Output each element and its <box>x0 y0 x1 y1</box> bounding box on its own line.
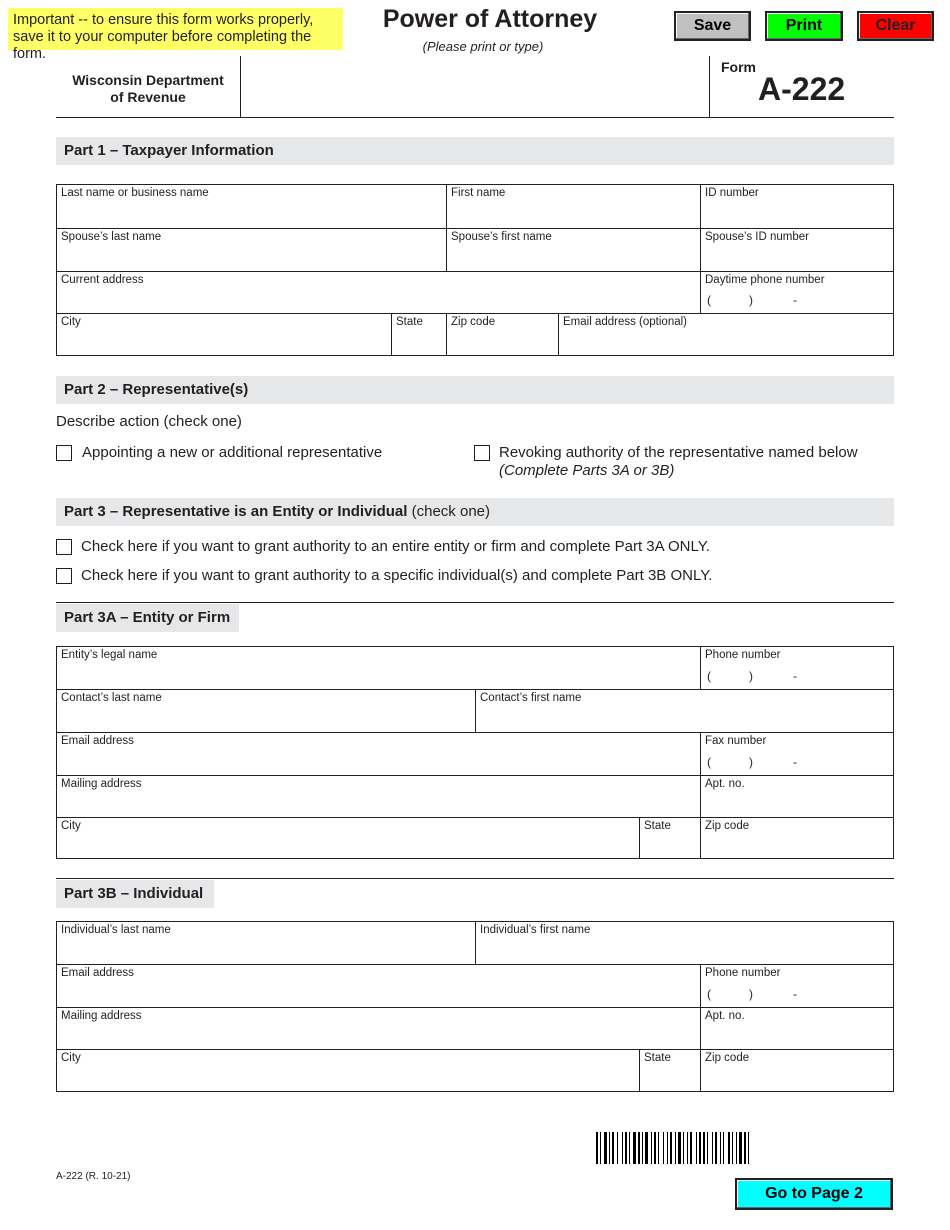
header-divider-left <box>240 56 241 118</box>
individual-email-label: Email address <box>61 967 134 979</box>
entity-apt-field[interactable] <box>701 776 894 818</box>
individual-city-field[interactable] <box>57 1050 640 1092</box>
phone-close-paren: ) <box>749 755 753 769</box>
part3b-grid <box>56 921 894 1092</box>
contact-last-name-label: Contact’s last name <box>61 692 162 704</box>
page-title: Power of Attorney <box>382 5 598 33</box>
header-divider-right <box>709 56 710 118</box>
part3b-rule <box>56 878 894 879</box>
notice-line-2: save it to your computer before completing the form. <box>13 29 312 62</box>
notice-line-1: Important -- to ensure this form works properly, <box>13 12 314 28</box>
entity-fax-label: Fax number <box>705 735 767 747</box>
fax-mask <box>707 755 797 769</box>
taxpayer-first-name-field[interactable] <box>447 185 701 229</box>
phone-open-paren: ( <box>707 755 711 769</box>
department-line-1: Wisconsin Department <box>72 72 224 88</box>
individual-email-field[interactable] <box>57 965 701 1008</box>
entity-apt-label: Apt. no. <box>705 778 745 790</box>
individual-zip-label: Zip code <box>705 1052 750 1064</box>
spouse-first-name-field[interactable] <box>447 229 701 272</box>
appoint-representative-checkbox[interactable] <box>56 445 72 461</box>
taxpayer-state-field[interactable] <box>392 314 447 356</box>
phone-mask <box>707 669 797 683</box>
spouse-last-name-field[interactable] <box>57 229 447 272</box>
phone-dash: - <box>793 987 797 1001</box>
part2-heading: Part 2 – Representative(s) <box>56 376 894 404</box>
phone-close-paren: ) <box>749 987 753 1001</box>
spouse-first-name-label: Spouse’s first name <box>451 231 552 243</box>
part3b-heading: Part 3B – Individual <box>56 880 214 908</box>
taxpayer-last-name-field[interactable] <box>57 185 447 229</box>
part3a-heading: Part 3A – Entity or Firm <box>56 604 239 632</box>
save-notice <box>8 8 343 62</box>
spouse-id-field[interactable] <box>701 229 894 272</box>
entity-state-label: State <box>644 820 671 832</box>
entity-mailing-address-field[interactable] <box>57 776 701 818</box>
entity-phone-field[interactable] <box>701 647 894 690</box>
taxpayer-email-label: Email address (optional) <box>563 316 688 328</box>
individual-last-name-field[interactable] <box>57 922 476 965</box>
phone-close-paren: ) <box>749 669 753 683</box>
entity-legal-name-label: Entity’s legal name <box>61 649 158 661</box>
part1-grid <box>56 184 894 356</box>
phone-open-paren: ( <box>707 987 711 1001</box>
taxpayer-id-field[interactable] <box>701 185 894 229</box>
department-line-2: of Revenue <box>110 89 186 105</box>
part2-prompt: Describe action (check one) <box>56 413 242 430</box>
entity-city-field[interactable] <box>57 818 640 859</box>
individual-phone-field[interactable] <box>701 965 894 1008</box>
taxpayer-email-field[interactable] <box>559 314 894 356</box>
contact-last-name-field[interactable] <box>57 690 476 733</box>
revoke-authority-label: Revoking authority of the representative named below <box>499 444 858 461</box>
spouse-id-label: Spouse’s ID number <box>705 231 809 243</box>
taxpayer-last-name-label: Last name or business name <box>61 187 209 199</box>
part3-heading-note: (check one) <box>411 503 490 520</box>
individual-zip-field[interactable] <box>701 1050 894 1092</box>
current-address-field[interactable] <box>57 272 701 314</box>
individual-mailing-address-field[interactable] <box>57 1008 701 1050</box>
phone-dash: - <box>793 669 797 683</box>
contact-first-name-field[interactable] <box>476 690 894 733</box>
daytime-phone-label: Daytime phone number <box>705 274 825 286</box>
form-label: Form <box>721 59 756 75</box>
entity-email-label: Email address <box>61 735 134 747</box>
phone-close-paren: ) <box>749 293 753 307</box>
individual-first-name-field[interactable] <box>476 922 894 965</box>
entity-state-field[interactable] <box>640 818 701 859</box>
individual-last-name-label: Individual’s last name <box>61 924 171 936</box>
page-subtitle: (Please print or type) <box>422 39 544 54</box>
taxpayer-id-label: ID number <box>705 187 759 199</box>
individual-mailing-address-label: Mailing address <box>61 1010 142 1022</box>
taxpayer-zip-field[interactable] <box>447 314 559 356</box>
department-name <box>60 72 236 106</box>
individual-city-label: City <box>61 1052 81 1064</box>
phone-open-paren: ( <box>707 669 711 683</box>
entity-authority-label: Check here if you want to grant authority to an entire entity or firm and complete Part 3A ONLY. <box>81 538 710 555</box>
individual-first-name-label: Individual’s first name <box>480 924 591 936</box>
phone-mask <box>707 987 797 1001</box>
individual-phone-label: Phone number <box>705 967 781 979</box>
header-rule <box>56 117 894 118</box>
form-revision: A-222 (R. 10-21) <box>56 1171 131 1182</box>
current-address-label: Current address <box>61 274 144 286</box>
taxpayer-city-label: City <box>61 316 81 328</box>
individual-state-field[interactable] <box>640 1050 701 1092</box>
individual-apt-field[interactable] <box>701 1008 894 1050</box>
entity-legal-name-field[interactable] <box>57 647 701 690</box>
print-button[interactable]: Print <box>765 11 843 41</box>
daytime-phone-field[interactable] <box>701 272 894 314</box>
individual-apt-label: Apt. no. <box>705 1010 745 1022</box>
phone-mask <box>707 293 797 307</box>
entity-mailing-address-label: Mailing address <box>61 778 142 790</box>
contact-first-name-label: Contact’s first name <box>480 692 582 704</box>
entity-zip-field[interactable] <box>701 818 894 859</box>
taxpayer-zip-label: Zip code <box>451 316 496 328</box>
individual-state-label: State <box>644 1052 671 1064</box>
taxpayer-city-field[interactable] <box>57 314 392 356</box>
save-button[interactable]: Save <box>674 11 751 41</box>
part3a-rule <box>56 602 894 603</box>
phone-dash: - <box>793 755 797 769</box>
form-number: A-222 <box>758 71 846 107</box>
individual-authority-label: Check here if you want to grant authority to a specific individual(s) and complete Part 3B ONLY. <box>81 567 713 584</box>
spouse-last-name-label: Spouse’s last name <box>61 231 162 243</box>
appoint-representative-label: Appointing a new or additional representative <box>82 444 383 461</box>
entity-email-field[interactable] <box>57 733 701 776</box>
entity-authority-checkbox[interactable] <box>56 539 72 555</box>
individual-authority-checkbox[interactable] <box>56 568 72 584</box>
taxpayer-first-name-label: First name <box>451 187 506 199</box>
taxpayer-state-label: State <box>396 316 423 328</box>
part3-heading <box>56 498 894 526</box>
part3-heading-text: Part 3 – Representative is an Entity or Individual <box>64 503 408 520</box>
entity-fax-field[interactable] <box>701 733 894 776</box>
entity-phone-label: Phone number <box>705 649 781 661</box>
phone-open-paren: ( <box>707 293 711 307</box>
phone-dash: - <box>793 293 797 307</box>
entity-zip-label: Zip code <box>705 820 750 832</box>
clear-button[interactable]: Clear <box>857 11 934 41</box>
part3a-grid <box>56 646 894 859</box>
barcode-icon <box>596 1132 892 1164</box>
revoke-authority-note: (Complete Parts 3A or 3B) <box>499 462 675 479</box>
revoke-authority-checkbox[interactable] <box>474 445 490 461</box>
go-to-page-2-button[interactable]: Go to Page 2 <box>735 1178 893 1210</box>
part1-heading: Part 1 – Taxpayer Information <box>56 137 894 165</box>
entity-city-label: City <box>61 820 81 832</box>
